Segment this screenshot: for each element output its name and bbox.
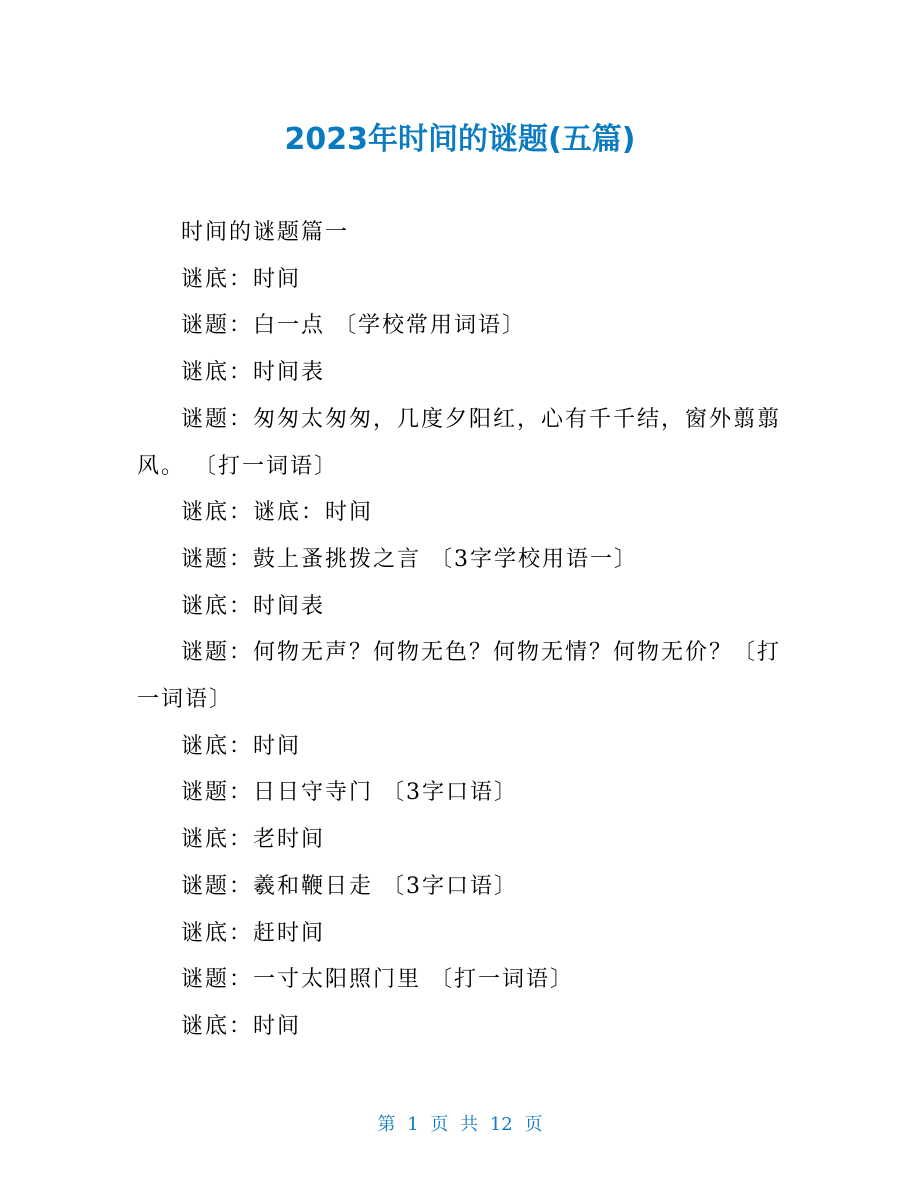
document-body bbox=[137, 210, 787, 1051]
paragraph: 谜题：羲和鞭日走 〔3字口语〕 bbox=[181, 873, 518, 899]
paragraph: 谜题：鼓上蚤挑拨之言 〔3字学校用语一〕 bbox=[181, 546, 638, 572]
document-title: 2023年时间的谜题(五篇) bbox=[284, 122, 636, 157]
paragraph: 谜题：白一点 〔学校常用词语〕 bbox=[181, 313, 526, 339]
paragraph: 谜题：日日守寺门 〔3字口语〕 bbox=[181, 780, 518, 806]
page-footer: 第 1 页 共 12 页 bbox=[377, 1114, 543, 1135]
paragraph: 谜底：老时间 bbox=[181, 827, 326, 853]
paragraph: 谜题：一寸太阳照门里 〔打一词语〕 bbox=[181, 967, 574, 993]
paragraph: 谜底：时间表 bbox=[181, 360, 326, 386]
paragraph: 谜底：时间 bbox=[181, 1013, 302, 1039]
paragraph: 谜底：时间 bbox=[181, 733, 302, 759]
paragraph: 谜题：匆匆太匆匆，几度夕阳红，心有千千结，窗外翦翦风。 〔打一词语〕 bbox=[137, 406, 782, 479]
paragraph: 谜底：赶时间 bbox=[181, 920, 326, 946]
paragraph: 时间的谜题篇一 bbox=[181, 220, 350, 245]
paragraph: 谜底：谜底：时间 bbox=[181, 500, 374, 526]
paragraph: 谜底：时间表 bbox=[181, 593, 326, 619]
paragraph: 谜底：时间 bbox=[181, 266, 302, 292]
paragraph: 谜题：何物无声？何物无色？何物无情？何物无价？〔打一词语〕 bbox=[137, 640, 782, 713]
